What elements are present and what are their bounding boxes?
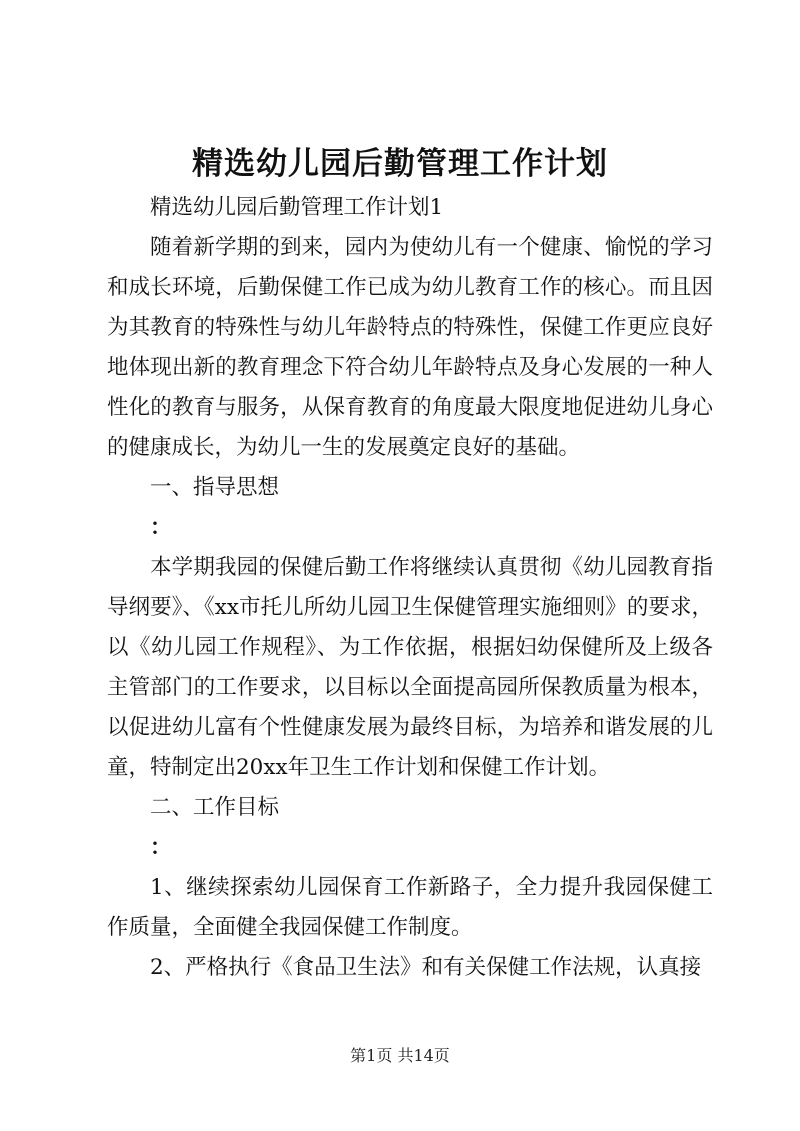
intro-paragraph: 随着新学期的到来，园内为使幼儿有一个健康、愉悦的学习和成长环境，后勤保健工作已成为幼儿教育工作的核心。而且因为其教育的特殊性与幼儿年龄特点的特殊性，保健工作更应良好地体现出新的教育理念下符合幼儿年龄特点及身心发展的一种人性化的教育与服务，从保育教育的角度最大限度地促进幼儿身心的健康成长，为幼儿一生的发展奠定良好的基础。 [107, 235, 713, 460]
colon-line: ： [150, 835, 172, 860]
goal-item-2: 2、严格执行《食品卫生法》和有关保健工作法规，认真接 [150, 955, 702, 980]
colon-line: ： [150, 515, 172, 540]
goal-item-1: 1、继续探索幼儿园保育工作新路子，全力提升我园保健工作质量，全面健全我园保健工作制度。 [107, 875, 713, 940]
section-heading-work-goals: 二、工作目标 [150, 795, 280, 820]
guiding-thought-paragraph: 本学期我园的保健后勤工作将继续认真贯彻《幼儿园教育指导纲要》、《xx市托儿所幼儿园卫生保健管理实施细则》的要求，以《幼儿园工作规程》、为工作依据，根据妇幼保健所及上级各主管部门的工作要求，以目标以全面提高园所保教质量为根本，以促进幼儿富有个性健康发展为最终目标，为培养和谐发展的儿童，特制定出20xx年卫生工作计划和保健工作计划。 [107, 555, 713, 780]
document-title: 精选幼儿园后勤管理工作计划 [192, 146, 608, 182]
page-footer: 第1页 共14页 [350, 1046, 450, 1065]
subtitle-paragraph: 精选幼儿园后勤管理工作计划1 [150, 195, 444, 220]
section-heading-guiding-thought: 一、指导思想 [150, 475, 280, 500]
document-body [107, 188, 713, 988]
